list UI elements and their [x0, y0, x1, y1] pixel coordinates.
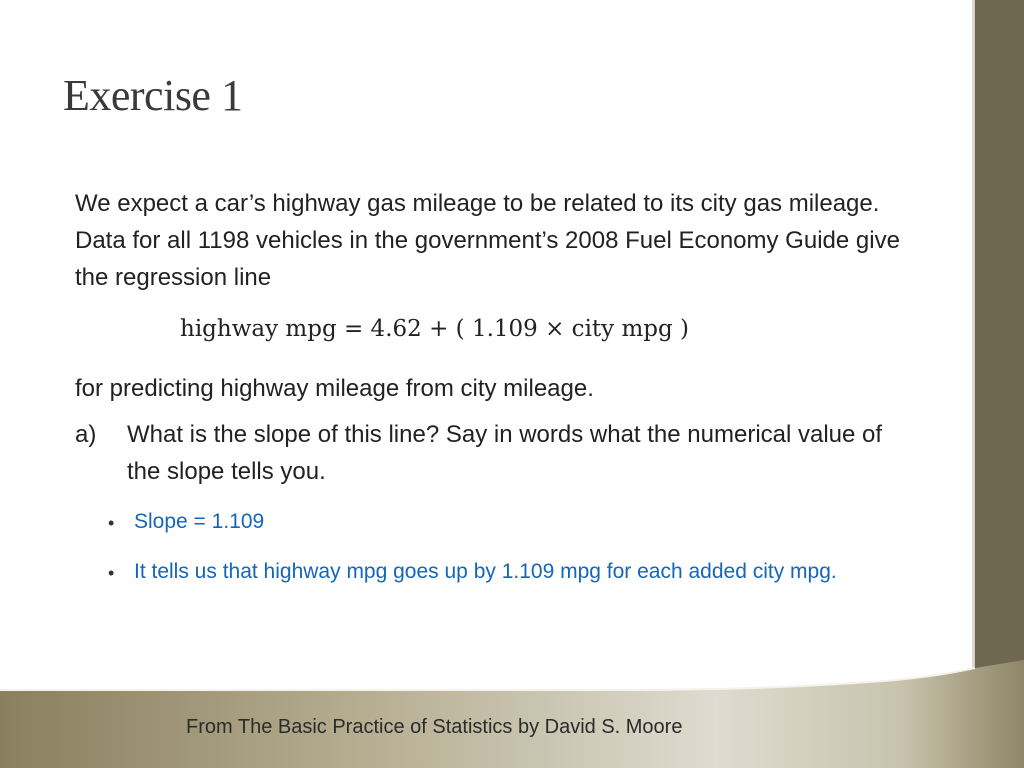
answer-interpretation: It tells us that highway mpg goes up by 1.109 mpg for each added city mpg. [134, 560, 837, 583]
bullet-icon: • [108, 563, 115, 583]
question-text: What is the slope of this line? Say in words what the numerical value of the slope tells you. [127, 421, 883, 485]
intro-paragraph: We expect a car’s highway gas mileage to be related to its city gas mileage. Data for all 1198 vehicles in the government’s 2008 Fuel Economy Guide give the regression line [75, 190, 900, 291]
footer-citation: From The Basic Practice of Statistics by David S. Moore [186, 716, 683, 738]
predicting-sentence: for predicting highway mileage from city mileage. [75, 375, 594, 402]
question-marker: a) [75, 421, 97, 448]
slide-title: Exercise 1 [63, 71, 243, 120]
regression-equation: highway mpg = 4.62 + ( 1.109 × city mpg ) [180, 316, 690, 342]
right-accent-bar [975, 0, 1024, 768]
bottom-decorative-band [0, 660, 1024, 768]
answer-slope: Slope = 1.109 [134, 510, 265, 533]
bullet-icon: • [108, 513, 115, 533]
